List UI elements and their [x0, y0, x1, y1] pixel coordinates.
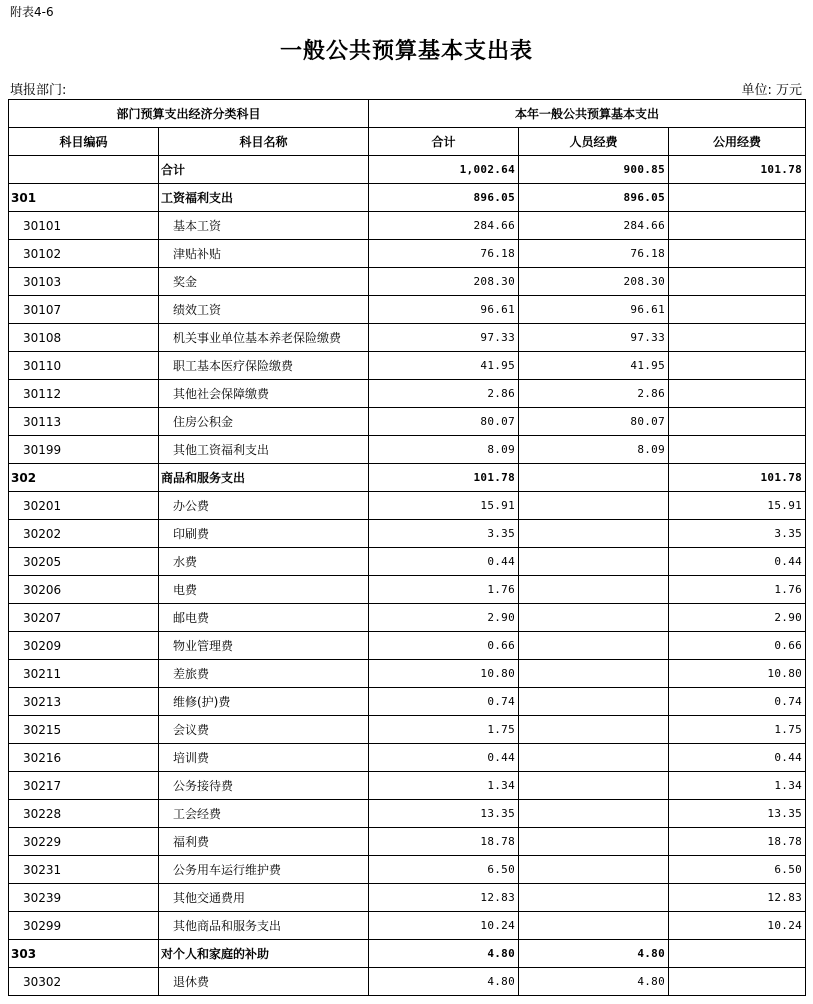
row-name: 办公费 [159, 492, 369, 520]
table-row [9, 632, 806, 660]
row-code: 30302 [9, 968, 159, 996]
row-personnel: 208.30 [519, 268, 669, 296]
row-total: 0.66 [369, 632, 519, 660]
total-name: 合计 [159, 156, 369, 184]
row-public: 10.80 [669, 660, 806, 688]
row-code: 30206 [9, 576, 159, 604]
row-total: 8.09 [369, 436, 519, 464]
header-group-row [9, 100, 806, 128]
row-personnel [519, 632, 669, 660]
header-personnel: 人员经费 [519, 128, 669, 156]
row-public [669, 240, 806, 268]
row-name: 住房公积金 [159, 408, 369, 436]
header-code: 科目编码 [9, 128, 159, 156]
row-personnel: 2.86 [519, 380, 669, 408]
row-code: 30211 [9, 660, 159, 688]
row-name: 对个人和家庭的补助 [159, 940, 369, 968]
table-row [9, 296, 806, 324]
row-public [669, 184, 806, 212]
row-public: 0.66 [669, 632, 806, 660]
row-public [669, 212, 806, 240]
row-code: 30102 [9, 240, 159, 268]
row-code: 30217 [9, 772, 159, 800]
row-personnel [519, 520, 669, 548]
row-code: 30231 [9, 856, 159, 884]
row-name: 其他商品和服务支出 [159, 912, 369, 940]
row-code: 30107 [9, 296, 159, 324]
table-row [9, 772, 806, 800]
row-public: 3.35 [669, 520, 806, 548]
row-personnel [519, 856, 669, 884]
table-row [9, 688, 806, 716]
row-personnel [519, 660, 669, 688]
row-name: 福利费 [159, 828, 369, 856]
table-row [9, 520, 806, 548]
row-personnel [519, 884, 669, 912]
row-personnel [519, 576, 669, 604]
row-personnel [519, 604, 669, 632]
row-code: 30101 [9, 212, 159, 240]
row-code: 30199 [9, 436, 159, 464]
row-total: 0.74 [369, 688, 519, 716]
row-public: 10.24 [669, 912, 806, 940]
table-row [9, 324, 806, 352]
row-total: 1.75 [369, 716, 519, 744]
row-personnel: 4.80 [519, 940, 669, 968]
row-code: 30239 [9, 884, 159, 912]
page-title: 一般公共预算基本支出表 [279, 38, 533, 64]
table-row [9, 464, 806, 492]
row-name: 公务接待费 [159, 772, 369, 800]
table-body [9, 156, 806, 996]
row-public: 0.44 [669, 744, 806, 772]
row-name: 机关事业单位基本养老保险缴费 [159, 324, 369, 352]
table-row [9, 716, 806, 744]
row-total: 12.83 [369, 884, 519, 912]
row-code: 30110 [9, 352, 159, 380]
row-total: 1.76 [369, 576, 519, 604]
row-code: 302 [9, 464, 159, 492]
header-column-row [9, 128, 806, 156]
row-code: 30209 [9, 632, 159, 660]
row-total: 10.80 [369, 660, 519, 688]
row-total: 97.33 [369, 324, 519, 352]
row-public [669, 268, 806, 296]
row-name: 其他社会保障缴费 [159, 380, 369, 408]
row-code: 30215 [9, 716, 159, 744]
table-row [9, 912, 806, 940]
row-name: 培训费 [159, 744, 369, 772]
row-public [669, 408, 806, 436]
row-code: 30207 [9, 604, 159, 632]
row-code: 30112 [9, 380, 159, 408]
row-personnel [519, 716, 669, 744]
row-name: 会议费 [159, 716, 369, 744]
table-row [9, 800, 806, 828]
row-public: 101.78 [669, 464, 806, 492]
row-total: 2.90 [369, 604, 519, 632]
row-name: 维修(护)费 [159, 688, 369, 716]
row-total: 96.61 [369, 296, 519, 324]
row-name: 其他工资福利支出 [159, 436, 369, 464]
row-total: 0.44 [369, 744, 519, 772]
row-personnel [519, 464, 669, 492]
row-personnel: 896.05 [519, 184, 669, 212]
row-name: 津贴补贴 [159, 240, 369, 268]
header-group-right: 本年一般公共预算基本支出 [369, 100, 806, 128]
row-total: 3.35 [369, 520, 519, 548]
row-code: 30103 [9, 268, 159, 296]
row-personnel [519, 800, 669, 828]
table-row [9, 968, 806, 996]
table-row [9, 660, 806, 688]
row-total: 80.07 [369, 408, 519, 436]
row-code: 30202 [9, 520, 159, 548]
table-row [9, 352, 806, 380]
row-code: 301 [9, 184, 159, 212]
row-personnel: 97.33 [519, 324, 669, 352]
row-personnel: 8.09 [519, 436, 669, 464]
row-total: 2.86 [369, 380, 519, 408]
row-name: 水费 [159, 548, 369, 576]
row-name: 基本工资 [159, 212, 369, 240]
row-public: 18.78 [669, 828, 806, 856]
table-row [9, 436, 806, 464]
row-total: 15.91 [369, 492, 519, 520]
attachment-label: 附表4-6 [10, 5, 54, 19]
row-name: 退休费 [159, 968, 369, 996]
row-name: 其他交通费用 [159, 884, 369, 912]
row-personnel [519, 492, 669, 520]
row-code: 30299 [9, 912, 159, 940]
row-personnel [519, 772, 669, 800]
row-code: 30108 [9, 324, 159, 352]
header-group-left: 部门预算支出经济分类科目 [9, 100, 369, 128]
row-code: 30213 [9, 688, 159, 716]
department-label: 填报部门: [10, 83, 67, 98]
row-public: 6.50 [669, 856, 806, 884]
table-row [9, 576, 806, 604]
row-code: 30201 [9, 492, 159, 520]
table-row [9, 408, 806, 436]
header-total: 合计 [369, 128, 519, 156]
row-code: 30205 [9, 548, 159, 576]
row-personnel: 284.66 [519, 212, 669, 240]
row-name: 工会经费 [159, 800, 369, 828]
row-public: 2.90 [669, 604, 806, 632]
row-public: 1.76 [669, 576, 806, 604]
table-row [9, 492, 806, 520]
table-row [9, 548, 806, 576]
row-personnel [519, 744, 669, 772]
row-name: 绩效工资 [159, 296, 369, 324]
unit-label: 单位: 万元 [741, 83, 802, 98]
table-row [9, 268, 806, 296]
row-public [669, 940, 806, 968]
row-personnel: 4.80 [519, 968, 669, 996]
row-public: 0.44 [669, 548, 806, 576]
row-public [669, 436, 806, 464]
row-code: 30216 [9, 744, 159, 772]
row-total: 101.78 [369, 464, 519, 492]
row-total: 76.18 [369, 240, 519, 268]
row-public [669, 380, 806, 408]
row-public: 0.74 [669, 688, 806, 716]
row-total: 1.34 [369, 772, 519, 800]
row-name: 职工基本医疗保险缴费 [159, 352, 369, 380]
header-public: 公用经费 [669, 128, 806, 156]
row-name: 商品和服务支出 [159, 464, 369, 492]
table-row [9, 212, 806, 240]
row-code: 303 [9, 940, 159, 968]
row-name: 差旅费 [159, 660, 369, 688]
row-public [669, 324, 806, 352]
row-total: 13.35 [369, 800, 519, 828]
row-personnel [519, 912, 669, 940]
row-public: 15.91 [669, 492, 806, 520]
total-row [9, 156, 806, 184]
row-total: 0.44 [369, 548, 519, 576]
row-public [669, 968, 806, 996]
row-personnel: 76.18 [519, 240, 669, 268]
table-row [9, 380, 806, 408]
row-public [669, 296, 806, 324]
table-row [9, 604, 806, 632]
row-name: 邮电费 [159, 604, 369, 632]
row-total: 208.30 [369, 268, 519, 296]
total-public: 101.78 [669, 156, 806, 184]
header-name: 科目名称 [159, 128, 369, 156]
row-total: 4.80 [369, 968, 519, 996]
row-personnel: 96.61 [519, 296, 669, 324]
total-personnel: 900.85 [519, 156, 669, 184]
row-total: 10.24 [369, 912, 519, 940]
row-personnel [519, 688, 669, 716]
table-row [9, 884, 806, 912]
row-public: 1.34 [669, 772, 806, 800]
row-total: 41.95 [369, 352, 519, 380]
row-name: 工资福利支出 [159, 184, 369, 212]
table-row [9, 856, 806, 884]
row-personnel [519, 828, 669, 856]
row-name: 公务用车运行维护费 [159, 856, 369, 884]
row-name: 印刷费 [159, 520, 369, 548]
row-name: 电费 [159, 576, 369, 604]
row-total: 18.78 [369, 828, 519, 856]
table-row [9, 744, 806, 772]
row-code: 30113 [9, 408, 159, 436]
row-personnel: 80.07 [519, 408, 669, 436]
row-code: 30229 [9, 828, 159, 856]
row-personnel: 41.95 [519, 352, 669, 380]
total-code [9, 156, 159, 184]
table-row [9, 240, 806, 268]
table-row [9, 184, 806, 212]
row-code: 30228 [9, 800, 159, 828]
row-name: 物业管理费 [159, 632, 369, 660]
total-total: 1,002.64 [369, 156, 519, 184]
row-public [669, 352, 806, 380]
budget-table [8, 99, 806, 996]
row-total: 6.50 [369, 856, 519, 884]
table-row [9, 828, 806, 856]
table-row [9, 940, 806, 968]
row-total: 4.80 [369, 940, 519, 968]
row-total: 284.66 [369, 212, 519, 240]
row-personnel [519, 548, 669, 576]
row-name: 奖金 [159, 268, 369, 296]
row-public: 12.83 [669, 884, 806, 912]
row-total: 896.05 [369, 184, 519, 212]
row-public: 1.75 [669, 716, 806, 744]
row-public: 13.35 [669, 800, 806, 828]
